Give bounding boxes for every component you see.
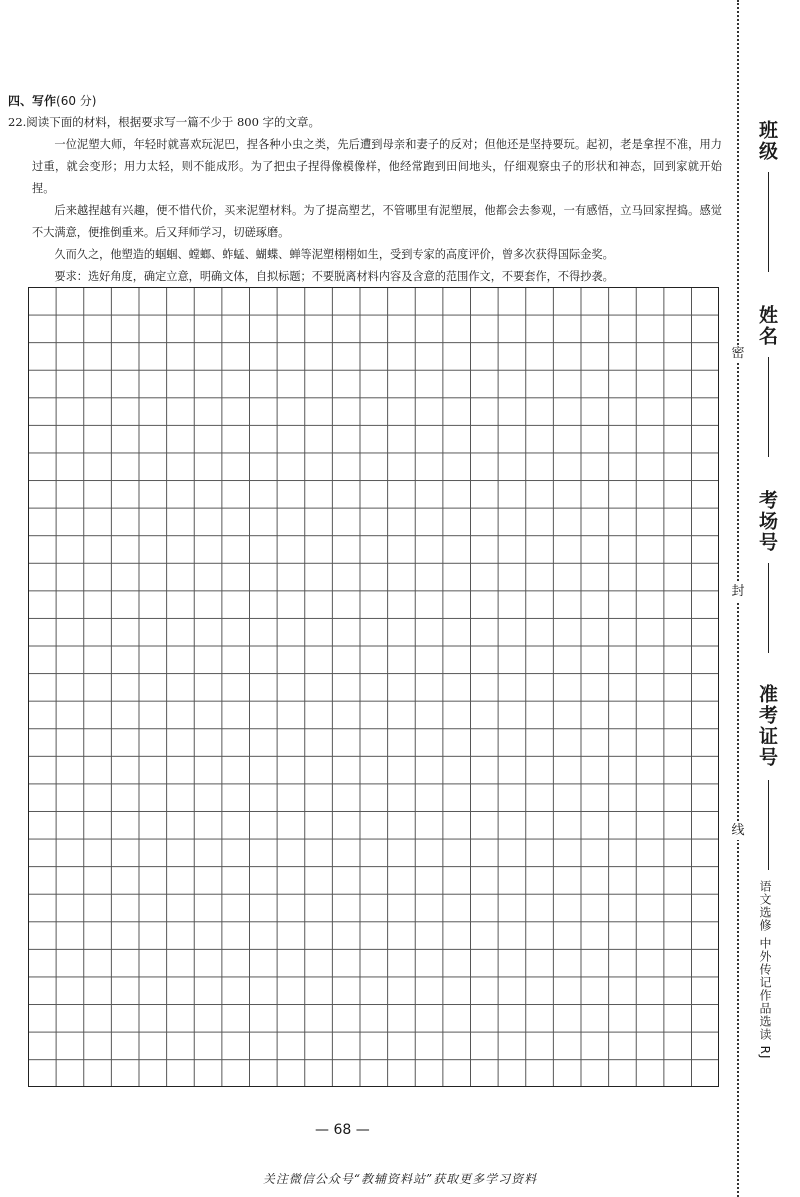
field-room-line[interactable] [768,563,769,653]
material-paragraph: 后来越捏越有兴趣，便不惜代价，买来泥塑材料。为了提高塑艺，不管哪里有泥塑展，他都会去参观，一有感悟，立马回家捏捣。感觉不大满意，便推倒重来。后又拜师学习，切磋琢磨。 [32,204,722,239]
page-number: — 68 — [315,1122,370,1138]
material-paragraph: 要求：选好角度，确定立意，明确文体，自拟标题；不要脱离材料内容及含意的范围作文，不要套作，不得抄袭。 [54,270,614,283]
subject-label: 语文选修 中外传记作品选读 RJ [758,880,772,1060]
section-score: (60 分) [56,94,97,108]
binding-mark-line: 线 [731,823,745,838]
field-room-label: 考场号 [756,490,778,553]
question-prompt: 22.阅读下面的材料，根据要求写一篇不少于 800 字的文章。 [8,115,321,129]
writing-grid[interactable] [28,287,719,1087]
material-paragraph: 久而久之，他塑造的蝈蝈、螳螂、蚱蜢、蝴蝶、蝉等泥塑栩栩如生，受到专家的高度评价，曾多次获得国际金奖。 [54,248,614,261]
binding-mark-close: 封 [731,584,745,599]
field-ticket-line[interactable] [768,780,769,870]
section-title [8,92,96,109]
section-title-text: 四、写作 [8,94,57,108]
field-ticket-label: 准考证号 [756,684,778,768]
material-text [32,134,722,288]
binding-mark-seal: 密 [731,346,745,361]
field-class-line[interactable] [768,172,769,272]
field-class-label: 班级 [756,120,778,162]
material-paragraph: 一位泥塑大师，年轻时就喜欢玩泥巴，捏各种小虫之类，先后遭到母亲和妻子的反对；但他还是坚持要玩。起初，老是拿捏不准，用力过重，就会变形；用力太轻，则不能成形。为了把虫子捏得像模像样，他经常跑到田间地头，仔细观察虫子的形状和神态，回到家就开始捏。 [32,138,722,195]
field-name-label: 姓名 [756,305,778,347]
footer-note: 关注微信公众号“教辅资料站”获取更多学习资料 [262,1172,538,1186]
field-name-line[interactable] [768,357,769,457]
